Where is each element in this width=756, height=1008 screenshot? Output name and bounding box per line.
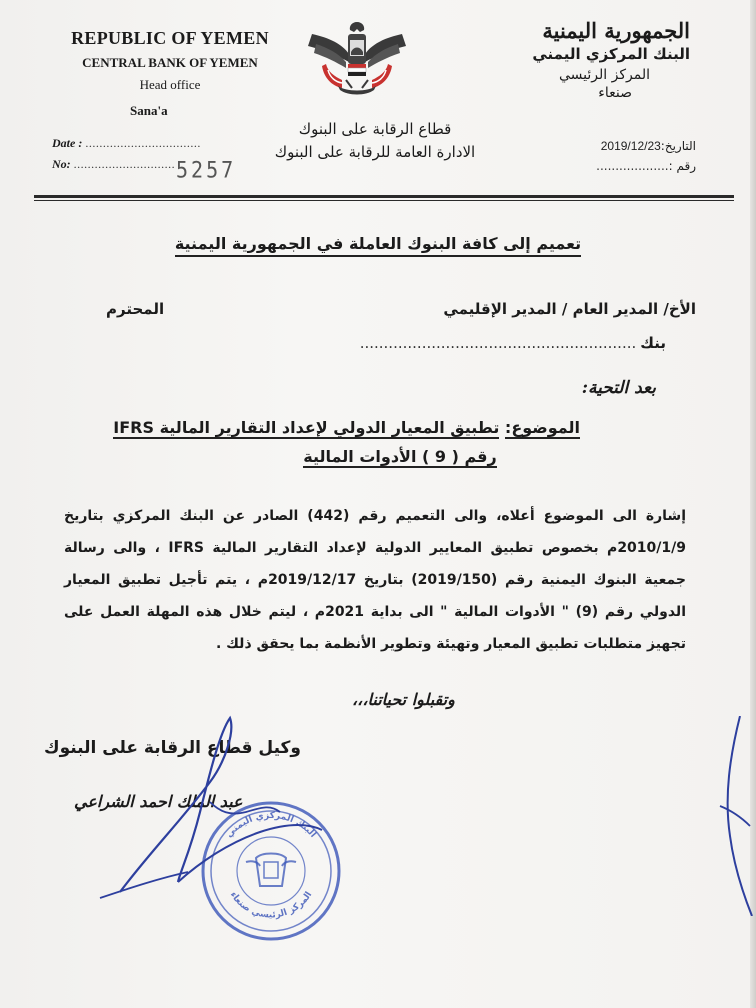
greeting: بعد التحية: [581, 378, 656, 398]
date-field-ar: التاريخ:2019/12/23 [600, 139, 696, 153]
department-block [250, 118, 500, 164]
svg-text:المركز الرئيسي صنعاء: المركز الرئيسي صنعاء [227, 890, 315, 921]
office-ar: المركز الرئيسي [559, 67, 650, 83]
city-en: Sana'a [130, 103, 168, 118]
country-en: REPUBLIC OF YEMEN [71, 28, 269, 48]
respected-label: المحترم [106, 300, 165, 318]
date-value: 2019/12/23 [600, 139, 661, 153]
reference-number: 5257 [176, 156, 237, 184]
sector-name: قطاع الرقابة على البنوك [298, 120, 452, 138]
subject-block [100, 418, 580, 466]
bank-name-en: CENTRAL BANK OF YEMEN [82, 55, 258, 70]
arabic-letterhead [490, 18, 690, 101]
no-field-ar: رقم :................... [596, 159, 696, 173]
arabic-ref-fields [596, 136, 696, 176]
subject-line-2: رقم ( 9 ) الأدوات المالية [303, 447, 497, 466]
header-divider-thick [34, 195, 734, 198]
svg-text:البنك المركزي اليمني: البنك المركزي اليمني [224, 810, 318, 840]
subject-label: الموضوع: [504, 418, 580, 437]
circular-title: تعميم إلى كافة البنوك العاملة في الجمهورية اليمنية [0, 234, 756, 253]
letter-body: إشارة الى الموضوع أعلاه، والى التعميم رقم (442) الصادر عن البنك المركزي بتاريخ 2010/1/9م بخصوص تطبيق المعايير الدولية لإعداد التقارير المالية IFRS ، والى رسالة جمعية البنوك اليمنية رقم (2019/150) بتاريخ 2019/12/17م ، يتم تأجيل تطبيق المعيار الدولي رقم (9) " الأدوات المالية " الى بداية 2021م ، ليتم خلال هذه المهلة العمل على تجهيز متطلبات تطبيق المعيار وتهيئة وتطوير الأنظمة بما يحقق ذلك . [64, 508, 686, 652]
subject-line [100, 418, 580, 437]
english-letterhead [40, 28, 300, 119]
header-divider-thin [34, 200, 734, 201]
yemen-emblem-icon [302, 16, 412, 98]
subject-text: تطبيق المعيار الدولي لإعداد التقارير المالية IFRS [113, 418, 500, 437]
country-ar: الجمهورية اليمنية [542, 18, 690, 43]
date-field-en: Date : ................................. [52, 136, 201, 150]
bank-name-ar: البنك المركزي اليمني [532, 45, 690, 63]
city-ar: صنعاء [598, 85, 632, 101]
handwritten-signature-icon [60, 712, 350, 902]
general-directorate: الادارة العامة للرقابة على البنوك [274, 143, 476, 161]
bank-line: بنك.......................................................... [359, 334, 666, 352]
no-field-en: No: ............................. [52, 157, 176, 171]
closing-salutation: وتقبلوا تحياتنا،،، [352, 690, 455, 709]
office-en: Head office [139, 77, 201, 92]
signatory-title: وكيل قطاع الرقابة على البنوك [44, 738, 302, 758]
pen-stroke-icon [700, 716, 756, 916]
signatory-name: عبد الملك احمد الشراعي [74, 792, 243, 811]
addressee: الأخ/ المدير العام / المدير الإقليمي [443, 300, 696, 318]
